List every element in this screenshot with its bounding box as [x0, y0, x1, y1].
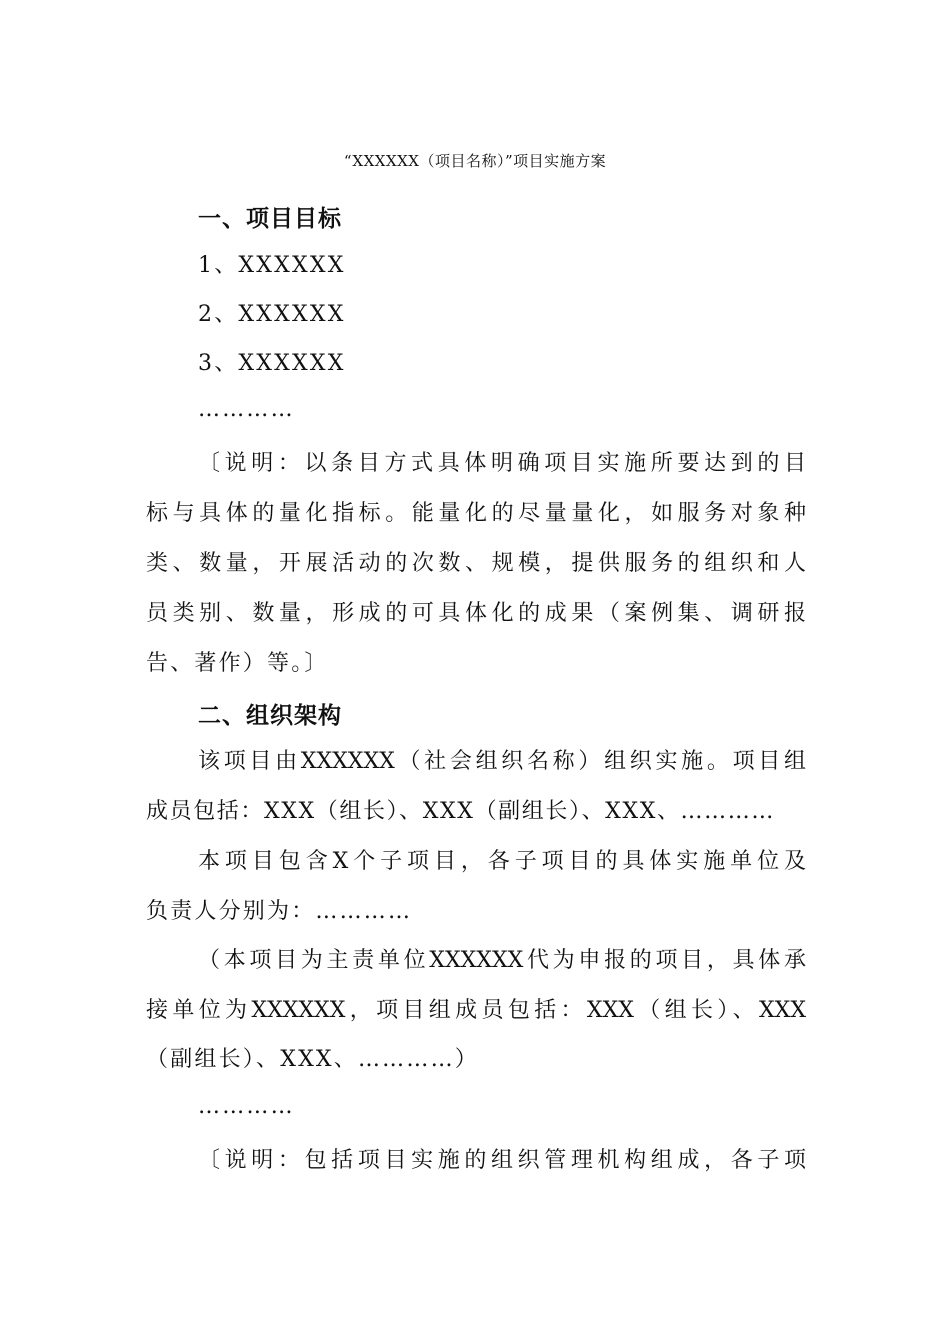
org-paragraph-line: 本项目包含X个子项目，各子项目的具体实施单位及 — [198, 849, 806, 874]
org-paragraph-line: （本项目为主责单位XXXXXX代为申报的项目，具体承 — [198, 948, 806, 973]
org-paragraph-line: 负责人分别为：………… — [146, 899, 413, 924]
org-paragraph-line: 成员包括：XXX（组长）、XXX（副组长）、XXX、………… — [146, 799, 775, 824]
goal-note-line: 类、数量，开展活动的次数、规模，提供服务的组织和人 — [146, 551, 806, 576]
section-heading-goals: 一、项目目标 — [198, 206, 342, 232]
org-note-line: 〔说明：包括项目实施的组织管理机构组成，各子项 — [198, 1148, 806, 1173]
goal-note-line: 告、著作）等。〕 — [146, 651, 329, 676]
org-paragraph-line: （副组长）、XXX、…………） — [146, 1047, 479, 1072]
goal-note-line: 〔说明：以条目方式具体明确项目实施所要达到的目 — [198, 451, 806, 476]
section-heading-organization: 二、组织架构 — [198, 703, 342, 729]
org-paragraph-line: 该项目由XXXXXX（社会组织名称）组织实施。项目组 — [198, 749, 806, 774]
goal-note-line: 标与具体的量化指标。能量化的尽量量化，如服务对象种 — [146, 501, 806, 526]
goal-item: 2、XXXXXX — [198, 302, 346, 327]
goal-note-line: 员类别、数量，形成的可具体化的成果（案例集、调研报 — [146, 601, 806, 626]
org-ellipsis: ………… — [198, 1094, 295, 1119]
org-paragraph-line: 接单位为XXXXXX，项目组成员包括：XXX（组长）、XXX — [146, 998, 806, 1023]
goal-item: 1、XXXXXX — [198, 253, 346, 278]
goal-ellipsis: ………… — [198, 397, 295, 422]
document-title: “XXXXXX（项目名称）”项目实施方案 — [343, 152, 607, 170]
goal-item: 3、XXXXXX — [198, 351, 346, 376]
